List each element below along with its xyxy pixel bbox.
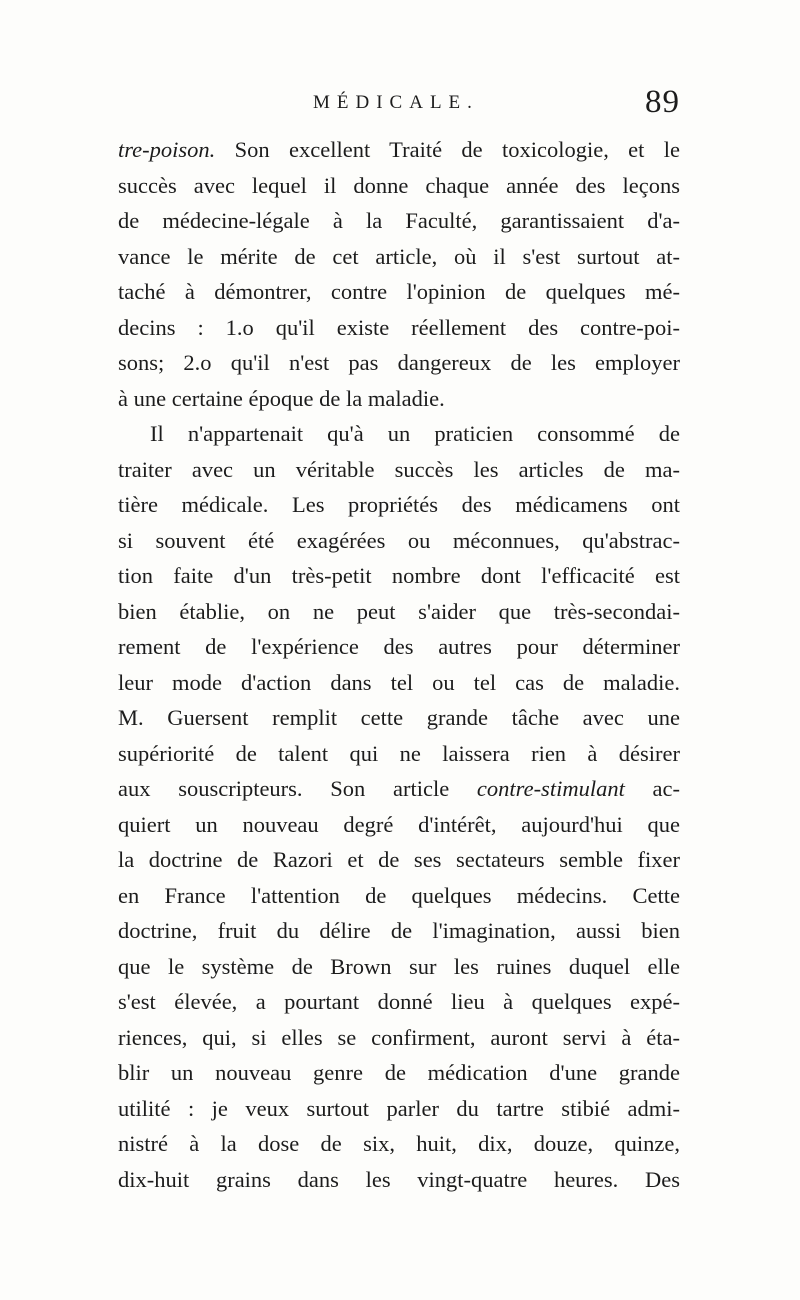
text-line: s'est élevée, a pourtant donné lieu à quelques expé- [118,989,680,1014]
page-number: 89 [645,84,680,120]
text-line: nistré à la dose de six, huit, dix, douze, quinze, [118,1131,680,1156]
text-line: tière médicale. Les propriétés des médicamens ont [118,492,680,517]
text-line: quiert un nouveau degré d'intérêt, aujourd'hui que [118,811,680,837]
text-line: tre-poison. Son excellent Traité de toxicologie, et le [118,137,680,162]
text-line: taché à démontrer, contre l'opinion de quelques mé- [118,279,680,304]
text-line: decins : 1.o qu'il existe réellement des contre-poi- [118,314,680,340]
text-line: sons; 2.o qu'il n'est pas dangereux de les employer [118,350,680,375]
text-line: blir un nouveau genre de médication d'une grande [118,1060,680,1085]
text-line: succès avec lequel il donne chaque année des leçons [118,172,680,198]
text-line: supériorité de talent qui ne laissera rien à désirer [118,740,680,766]
text-line: à une certaine époque de la maladie. [118,385,445,411]
text-line: bien établie, on ne peut s'aider que très-secondai- [118,598,680,624]
text-line: vance le mérite de cet article, où il s'est surtout at- [118,243,680,269]
text-line: aux souscripteurs. Son article contre-stimulant ac- [118,776,680,801]
text-line: M. Guersent remplit cette grande tâche avec une [118,705,680,730]
text-line: tion faite d'un très-petit nombre dont l'efficacité est [118,563,680,588]
text-line: traiter avec un véritable succès les articles de ma- [118,456,680,482]
text-line: en France l'attention de quelques médecins. Cette [118,882,680,908]
text-line: si souvent été exagérées ou méconnues, qu'abstrac- [118,527,680,553]
text-line: dix-huit grains dans les vingt-quatre heures. Des [118,1166,680,1192]
italic-term: tre-poison. [118,137,216,162]
running-title: MÉDICALE. [313,92,479,113]
text-line: que le système de Brown sur les ruines duquel elle [118,953,680,979]
text-line: de médecine-légale à la Faculté, garantissaient d'a- [118,208,680,233]
running-head [118,84,680,128]
text-line: riences, qui, si elles se confirment, auront servi à éta- [118,1024,680,1050]
italic-term: contre-stimulant [476,776,625,801]
body-text [118,132,680,1197]
text-line: Il n'appartenait qu'à un praticien consommé de [150,421,680,446]
text-line: leur mode d'action dans tel ou tel cas de maladie. [118,669,680,695]
text-line: utilité : je veux surtout parler du tartre stibié admi- [118,1095,680,1121]
text-line: doctrine, fruit du délire de l'imagination, aussi bien [118,918,680,943]
text-line: la doctrine de Razori et de ses sectateurs semble fixer [118,847,680,872]
text-line: rement de l'expérience des autres pour déterminer [118,634,680,659]
